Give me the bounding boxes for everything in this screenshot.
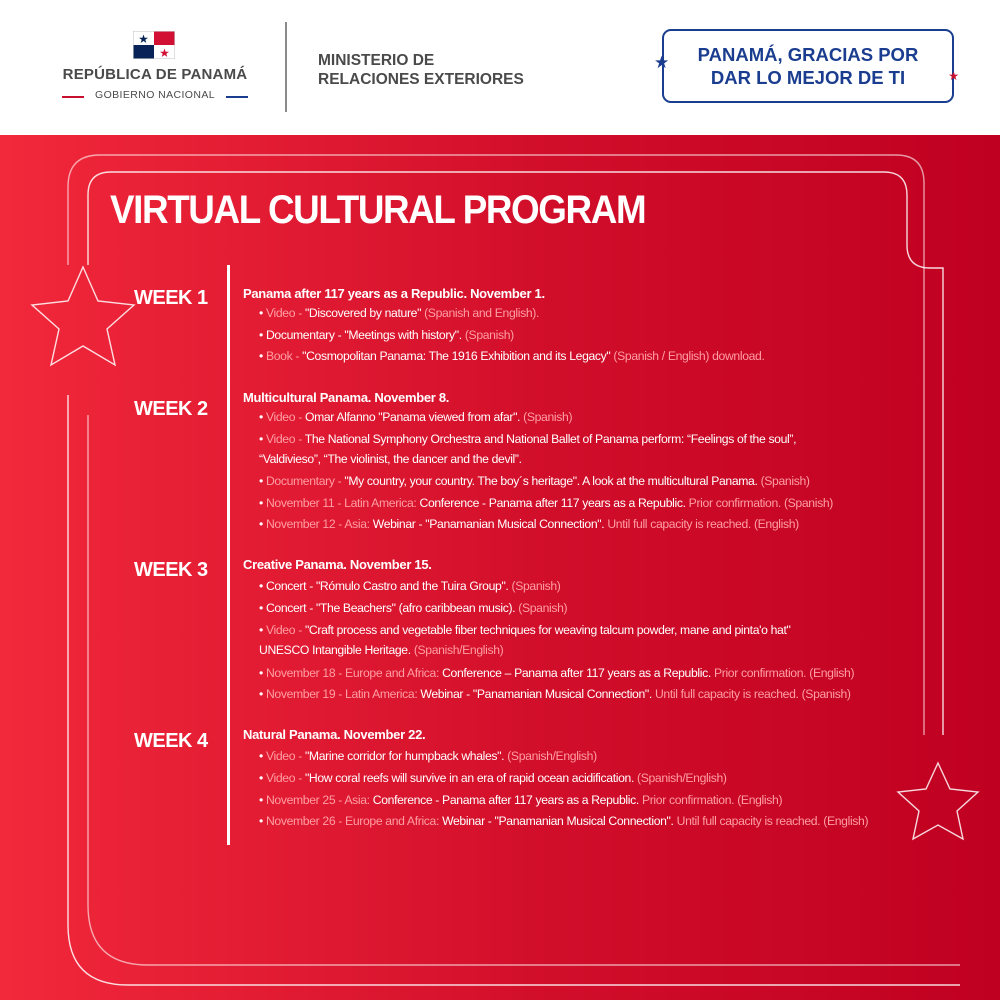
item-suffix: (Spanish) bbox=[461, 328, 514, 342]
week-label: WEEK 1 bbox=[134, 287, 208, 309]
item-suffix: Until full capacity is reached. (Spanish) bbox=[651, 687, 851, 701]
small-star-outline-icon bbox=[898, 763, 978, 839]
item-suffix: Prior confirmation. (English) bbox=[710, 666, 855, 680]
list-item: • Video - "How coral reefs will survive in an era of rapid ocean acidification. (Spanish/English) bbox=[259, 771, 727, 785]
item-prefix: Documentary - bbox=[265, 474, 345, 488]
item-suffix: (Spanish) bbox=[508, 579, 561, 593]
list-item: • Documentary - "Meetings with history". (Spanish) bbox=[259, 328, 514, 342]
item-prefix: November 12 - Asia: bbox=[265, 517, 373, 531]
republic-title: REPÚBLICA DE PANAMÁ bbox=[62, 66, 248, 83]
item-suffix: Prior confirmation. (English) bbox=[638, 793, 783, 807]
week-label: WEEK 3 bbox=[134, 559, 208, 581]
item-prefix: Video - bbox=[265, 306, 305, 320]
week-title: Creative Panama. November 15. bbox=[243, 557, 432, 572]
list-item: • Video - The National Symphony Orchestra and National Ballet of Panama perform: “Feelings of the soul”, bbox=[259, 432, 797, 446]
item-text: Webinar - "Panamanian Musical Connection". bbox=[420, 687, 652, 701]
list-item: • Video - "Discovered by nature" (Spanish and English). bbox=[259, 306, 540, 320]
item-suffix: (Spanish) bbox=[520, 410, 573, 424]
item-suffix: Until full capacity is reached. (English) bbox=[673, 814, 869, 828]
item-text: Conference – Panama after 117 years as a Republic. bbox=[442, 666, 711, 680]
list-item: • Concert - "Rómulo Castro and the Tuira Group". (Spanish) bbox=[259, 579, 561, 593]
ministry-line-2: RELACIONES EXTERIORES bbox=[318, 71, 524, 88]
item-prefix: Video - bbox=[265, 623, 305, 637]
item-suffix: (Spanish and English). bbox=[421, 306, 540, 320]
list-item: • Video - Omar Alfanno "Panama viewed from afar". (Spanish) bbox=[259, 410, 573, 424]
item-text: "Cosmopolitan Panama: The 1916 Exhibition and its Legacy" bbox=[302, 349, 611, 363]
item-suffix: (Spanish) bbox=[515, 601, 568, 615]
large-star-outline-icon bbox=[32, 267, 134, 365]
item-prefix: Book - bbox=[265, 349, 303, 363]
list-item: • November 26 - Europe and Africa: Webinar - "Panamanian Musical Connection". Until full capacity is reached. (English) bbox=[259, 814, 869, 828]
item-text: “Valdivieso”, “The violinist, the dancer and the devil”. bbox=[259, 452, 522, 466]
item-prefix: November 19 - Latin America: bbox=[265, 687, 421, 701]
item-prefix: Video - bbox=[265, 432, 305, 446]
list-item: • November 12 - Asia: Webinar - "Panamanian Musical Connection". Until full capacity is reached. (English) bbox=[259, 517, 799, 531]
list-item: • Video - "Marine corridor for humpback whales". (Spanish/English) bbox=[259, 749, 597, 763]
item-text: Conference - Panama after 117 years as a Republic. bbox=[419, 496, 686, 510]
slogan-text bbox=[664, 43, 952, 89]
item-text: The National Symphony Orchestra and National Ballet of Panama perform: “Feelings of the soul”, bbox=[304, 432, 797, 446]
list-item: • Book - "Cosmopolitan Panama: The 1916 Exhibition and its Legacy" (Spanish / English) download. bbox=[259, 349, 765, 363]
item-suffix: (Spanish/English) bbox=[410, 643, 504, 657]
item-text: Webinar - "Panamanian Musical Connection". bbox=[372, 517, 605, 531]
item-prefix: Video - bbox=[265, 749, 305, 763]
item-prefix: November 18 - Europe and Africa: bbox=[265, 666, 443, 680]
slogan-badge bbox=[654, 29, 959, 103]
item-suffix: (Spanish) bbox=[757, 474, 810, 488]
item-text: Webinar - "Panamanian Musical Connection". bbox=[442, 814, 674, 828]
item-text: UNESCO Intangible Heritage. bbox=[259, 643, 411, 657]
list-item: • Concert - "The Beachers" (afro caribbean music). (Spanish) bbox=[259, 601, 568, 615]
week-title: Natural Panama. November 22. bbox=[243, 727, 426, 742]
item-prefix: November 26 - Europe and Africa: bbox=[265, 814, 443, 828]
item-suffix: (Spanish/English) bbox=[633, 771, 727, 785]
republic-subtitle: GOBIERNO NACIONAL bbox=[62, 89, 248, 101]
week-title: Multicultural Panama. November 8. bbox=[243, 390, 450, 405]
list-item: • Documentary - "My country, your country. The boy´s heritage". A look at the multicultural Panama. (Spanish) bbox=[259, 474, 810, 488]
blue-star-icon: ★ bbox=[654, 53, 670, 72]
list-item: • Video - "Craft process and vegetable fiber techniques for weaving talcum powder, mane and pinta'o hat" bbox=[259, 623, 791, 637]
list-item: • November 18 - Europe and Africa: Conference – Panama after 117 years as a Republic. Prior confirmation. (English) bbox=[259, 666, 855, 680]
item-text: "Marine corridor for humpback whales". bbox=[304, 749, 505, 763]
item-suffix: (Spanish/English) bbox=[504, 749, 597, 763]
week-label: WEEK 2 bbox=[134, 398, 208, 420]
item-suffix: (Spanish / English) download. bbox=[610, 349, 765, 363]
ministry-line-1: MINISTERIO DE bbox=[318, 52, 435, 69]
item-text: Concert - "The Beachers" (afro caribbean music). bbox=[265, 601, 516, 615]
week-label: WEEK 4 bbox=[134, 730, 208, 752]
item-text: Omar Alfanno "Panama viewed from afar". bbox=[304, 410, 521, 424]
list-item bbox=[259, 452, 522, 466]
item-prefix: November 11 - Latin America: bbox=[265, 496, 420, 510]
red-star-icon: ★ bbox=[948, 69, 959, 83]
header-divider bbox=[285, 22, 287, 112]
slogan-line-1: PANAMÁ, GRACIAS POR bbox=[697, 44, 919, 65]
item-text: Concert - "Rómulo Castro and the Tuira Group". bbox=[265, 579, 509, 593]
panama-flag-icon bbox=[133, 31, 175, 59]
item-text: "Craft process and vegetable fiber techniques for weaving talcum powder, mane and pinta'o hat" bbox=[304, 623, 791, 637]
list-item: • November 19 - Latin America: Webinar - "Panamanian Musical Connection". Until full capacity is reached. (Spanish) bbox=[259, 687, 851, 701]
item-text: Conference - Panama after 117 years as a Republic. bbox=[372, 793, 639, 807]
ministry-name bbox=[318, 51, 578, 89]
item-suffix: Prior confirmation. (Spanish) bbox=[685, 496, 833, 510]
item-suffix: Until full capacity is reached. (English) bbox=[604, 517, 799, 531]
item-text: "Discovered by nature" bbox=[304, 306, 422, 320]
timeline-line bbox=[227, 265, 230, 845]
list-item: • November 25 - Asia: Conference - Panama after 117 years as a Republic. Prior confirmation. (English) bbox=[259, 793, 783, 807]
item-prefix: November 25 - Asia: bbox=[265, 793, 373, 807]
header bbox=[0, 0, 1000, 135]
week-title: Panama after 117 years as a Republic. November 1. bbox=[243, 286, 545, 301]
page-title: VIRTUAL CULTURAL PROGRAM bbox=[110, 188, 646, 232]
slogan-line-2: DAR LO MEJOR DE TI bbox=[710, 67, 906, 88]
item-text: Documentary - "Meetings with history". bbox=[265, 328, 462, 342]
list-item bbox=[259, 643, 503, 657]
item-text: "How coral reefs will survive in an era of rapid ocean acidification. bbox=[304, 771, 634, 785]
item-prefix: Video - bbox=[265, 410, 305, 424]
item-text: "My country, your country. The boy´s heritage". A look at the multicultural Panama. bbox=[344, 474, 758, 488]
item-prefix: Video - bbox=[265, 771, 305, 785]
list-item: • November 11 - Latin America: Conference - Panama after 117 years as a Republic. Prior confirmation. (Spanish) bbox=[259, 496, 833, 510]
